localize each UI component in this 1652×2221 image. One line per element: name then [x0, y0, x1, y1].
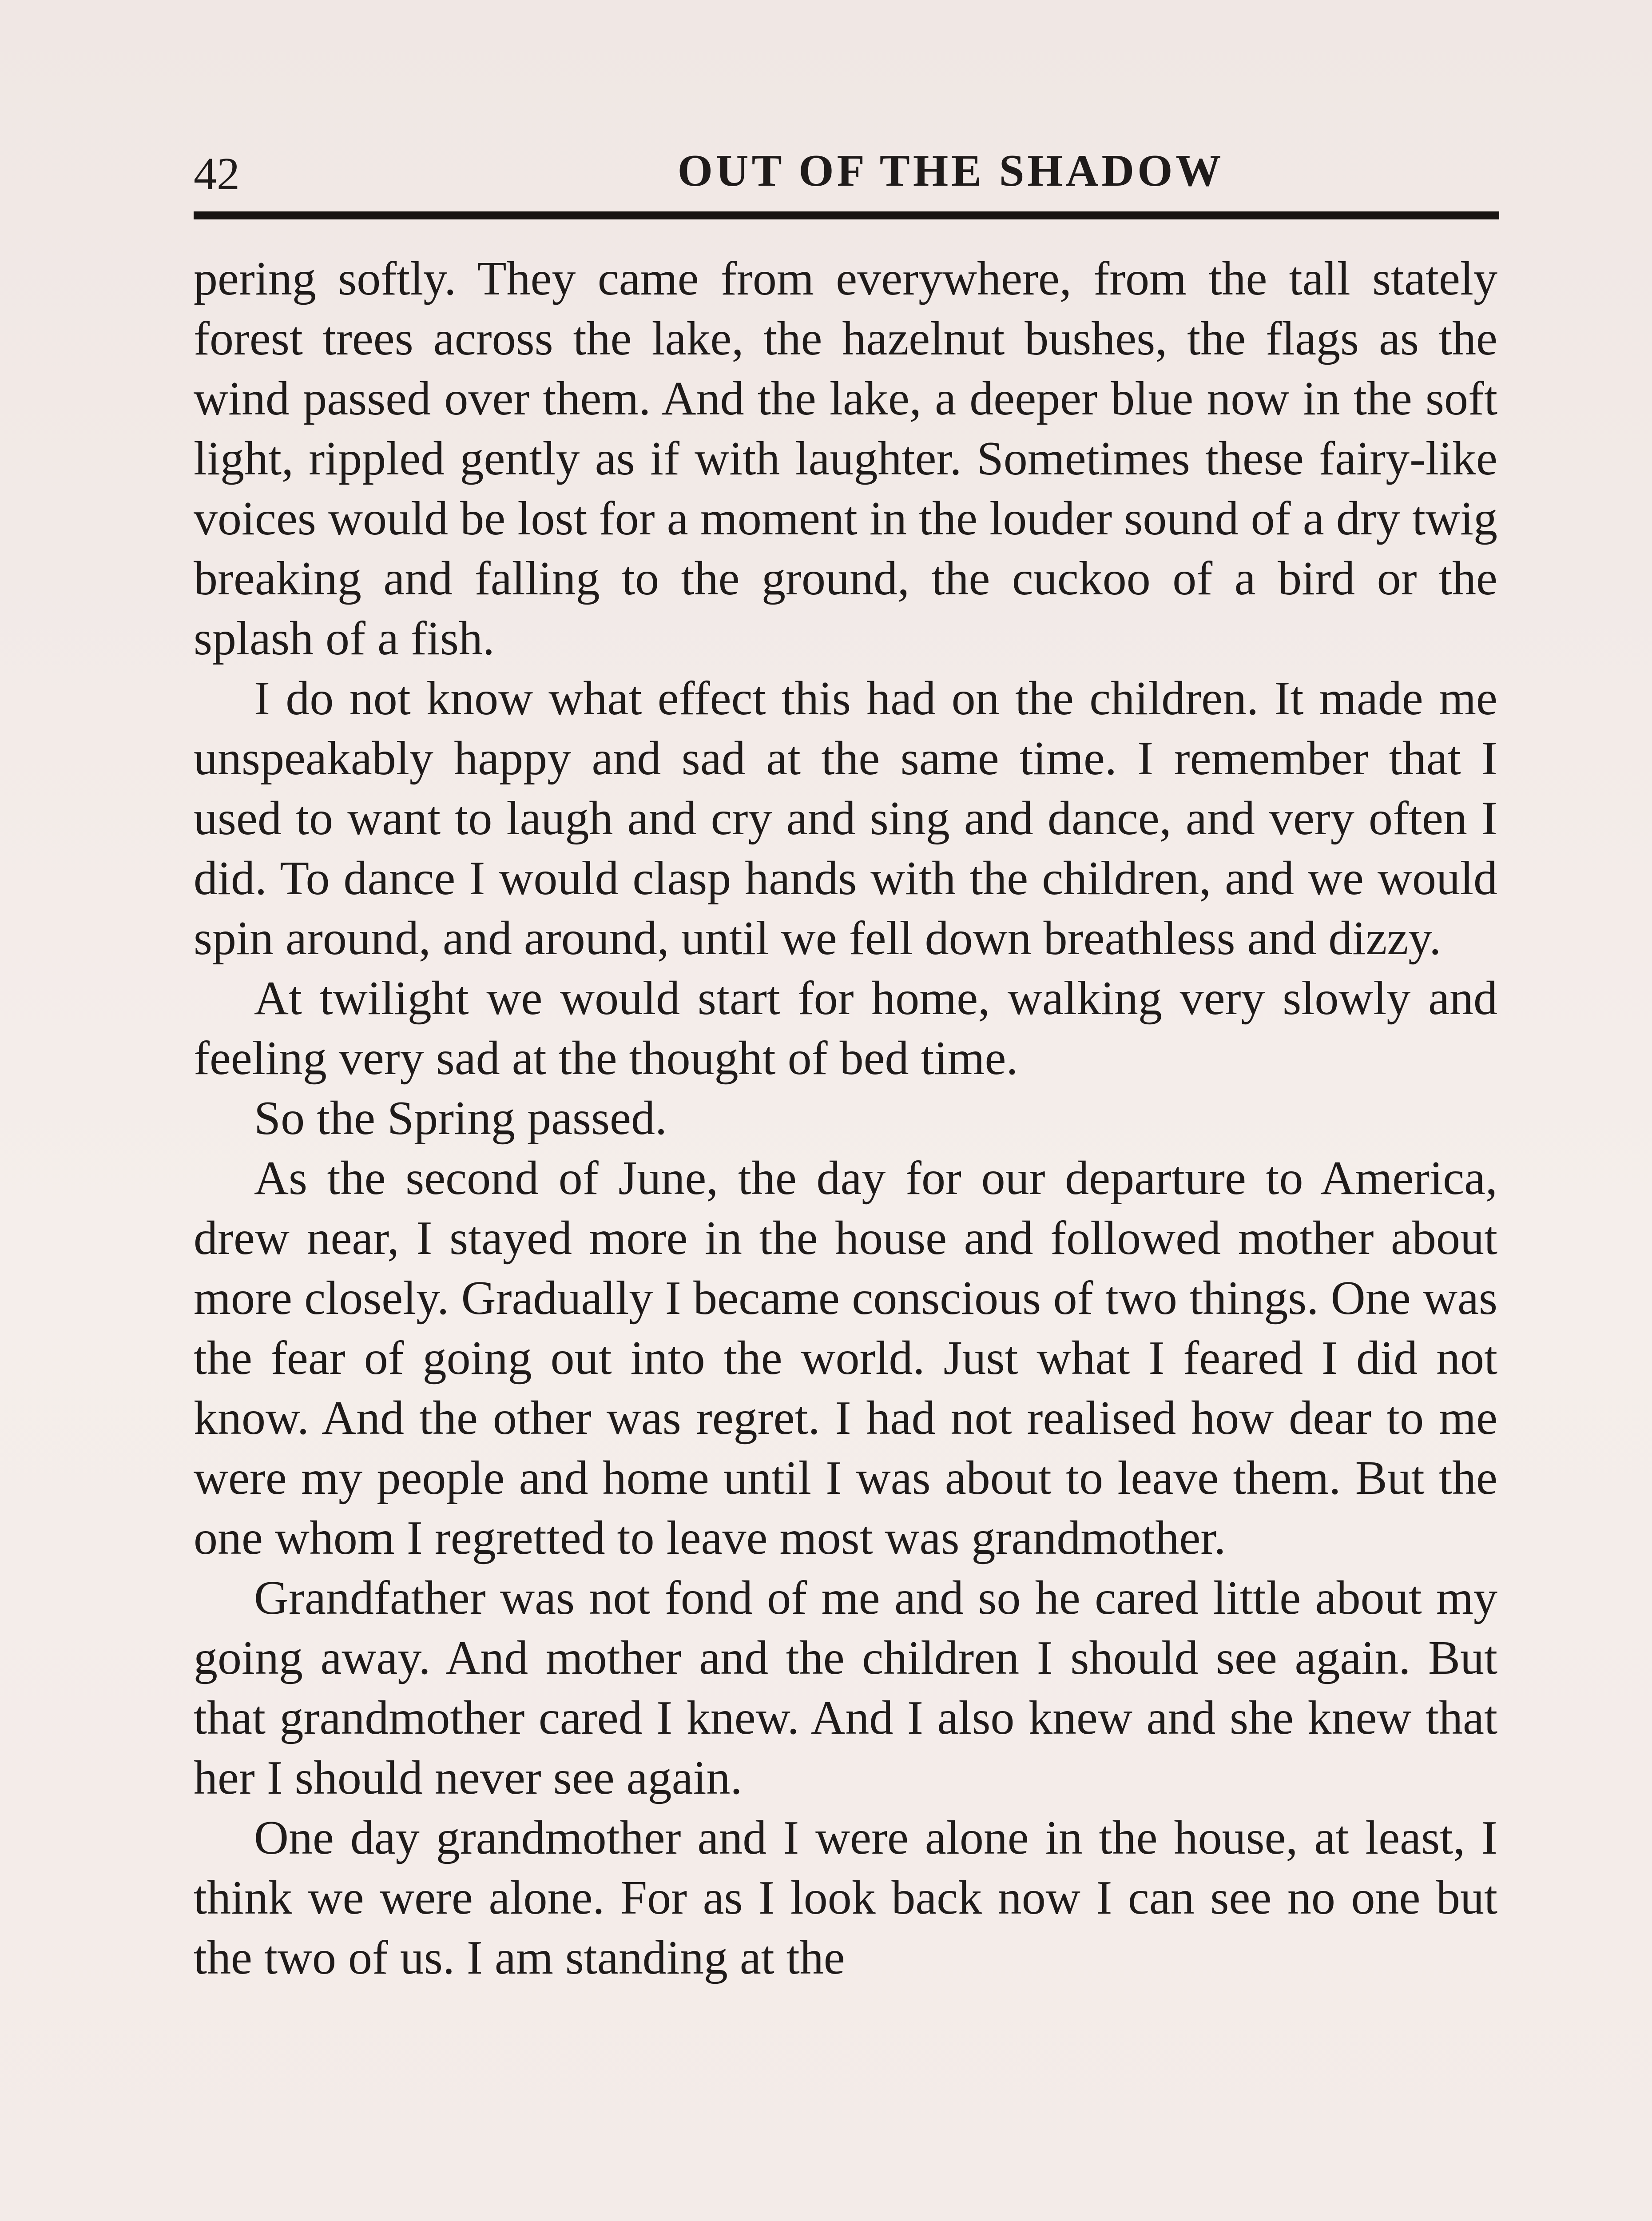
- running-head-title: OUT OF THE SHADOW: [677, 146, 1224, 196]
- page-header: [194, 133, 1497, 204]
- paragraph: So the Spring passed.: [254, 1092, 667, 1145]
- paragraph: I do not know what effect this had on the children. It made me unspeakably happy and sad at the same time. I remember that I used to want to laugh and cry and sing and dance, and very often I did. To dance I would clasp hands with the children, and we would spin around, and around, until we fell down breathless and dizzy.: [194, 672, 1497, 965]
- body-text: [194, 249, 1497, 1988]
- paragraph-continued: pering softly. They came from everywhere, from the tall stately forest trees across the lake, the hazelnut bushes, the flags as the wind passed over them. And the lake, a deeper blue now in the soft light, rippled gently as if with laughter. Sometimes these fairy-like voices would be lost for a moment in the louder sound of a dry twig breaking and falling to the ground, the cuckoo of a bird or the splash of a fish.: [194, 252, 1497, 665]
- paragraph: As the second of June, the day for our departure to America, drew near, I stayed more in the house and followed mother about more closely. Gradually I became conscious of two things. One was the fear of going out into the world. Just what I feared I did not know. And the other was regret. I had not realised how dear to me were my people and home until I was about to leave them. But the one whom I regretted to leave most was grandmother.: [194, 1152, 1497, 1564]
- paragraph: At twilight we would start for home, walking very slowly and feeling very sad at the thought of bed time.: [194, 972, 1497, 1085]
- paragraph-last: One day grandmother and I were alone in the house, at least, I think we were alone. For as I look back now I can see no one but the two of us. I am standing at the: [194, 1811, 1497, 1984]
- paragraph: Grandfather was not fond of me and so he cared little about my going away. And mother and the children I should see again. But that grandmother cared I knew. And I also knew and she knew that her I should never see again.: [194, 1572, 1497, 1804]
- page-number: 42: [194, 148, 240, 199]
- header-rule: [194, 211, 1499, 219]
